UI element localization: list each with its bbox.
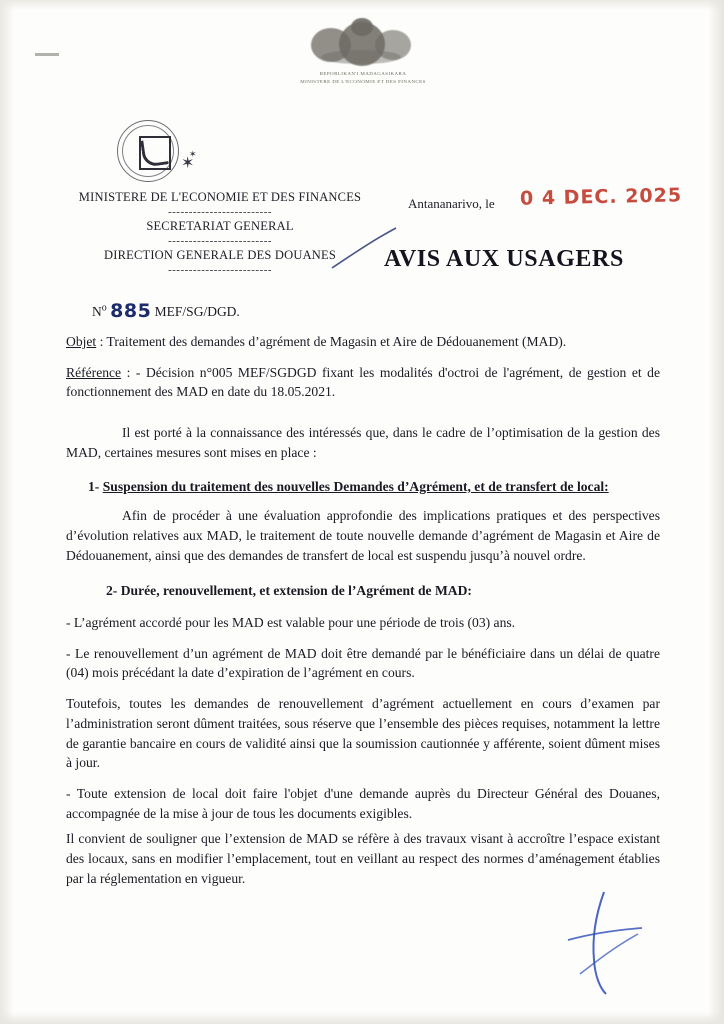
- intro-paragraph: Il est porté à la connaissance des intéressés que, dans le cadre de l’optimisation de la gestion des MAD, certaines mesures sont mises en place :: [66, 425, 660, 460]
- reference-number-line: [92, 300, 240, 322]
- section-2-paragraph-1: - L’agrément accordé pour les MAD est valable pour une période de trois (03) ans.: [66, 615, 516, 631]
- logo-star-small-icon: ✶: [189, 149, 197, 159]
- staple-mark: [35, 53, 59, 56]
- section-1-title: Suspension du traitement des nouvelles Demandes d’Agrément, et de transfert de local:: [102, 478, 609, 494]
- document-body: [66, 332, 660, 899]
- section-1-paragraph-1: Afin de procéder à une évaluation approfondie des implications pratiques et des perspectives d’évolution relatives aux MAD, le traitement de toute nouvelle demande d’agrément de Magasin et Aire de Dédouanement, ainsi que des demandes de transfert de local est suspendu jusqu’à nouvel ordre.: [66, 508, 660, 563]
- section-2-paragraph-3: Toutefois, toutes les demandes de renouvellement d’agrément actuellement en cours d’examen par l’administration seront dûment traitées, sous réserve que l’ensemble des pièces requises, notamment la lettre de garantie bancaire en cours de validité ainsi que la soumission cautionnée y afférente, soient dûment mises à jour.: [66, 696, 660, 771]
- letterhead-block: [60, 190, 380, 277]
- date-stamp: 0 4 DEC. 2025: [519, 184, 683, 210]
- letterhead-secretariat: SECRETARIAT GENERAL: [146, 219, 294, 233]
- reference-sup: o: [101, 302, 107, 314]
- emblem-line-2: MINISTERE DE L'ECONOMIE ET DES FINANCES: [300, 80, 426, 85]
- section-2-title: Durée, renouvellement, et extension de l’Agrément de MAD:: [120, 583, 472, 599]
- section-1-number: 1-: [88, 478, 100, 494]
- section-2-paragraph-4: - Toute extension de local doit faire l'objet d'une demande auprès du Directeur Général des Douanes, accompagnée de la mise à jour de tous les documents exigibles.: [66, 785, 660, 821]
- reference-label: Référence: [66, 364, 122, 380]
- section-1-heading: [66, 477, 660, 497]
- object-text: : Traitement des demandes d’agrément de Magasin et Aire de Dédouanement (MAD).: [96, 334, 567, 349]
- letterhead-separator-3: -------------------------: [167, 264, 273, 276]
- scan-edge-bottom: [0, 1012, 724, 1024]
- scan-edge-right: [708, 0, 724, 1024]
- letterhead-direction: DIRECTION GENERALE DES DOUANES: [103, 248, 337, 262]
- emblem-line-1: REPOBLIKAN'I MADAGASIKARA: [319, 72, 407, 77]
- signature-mark: [546, 888, 666, 998]
- section-2-paragraph-2: - Le renouvellement d’un agrément de MAD doit être demandé par le bénéficiaire dans un délai de quatre (04) mois précédant la date d’expiration de l’agrément en cours.: [66, 645, 660, 681]
- object-paragraph: [66, 332, 660, 352]
- scan-edge-left: [0, 0, 14, 1024]
- seal-icon: [305, 18, 421, 70]
- dateline-label: Antananarivo, le: [408, 196, 495, 211]
- national-emblem: [278, 18, 448, 85]
- page-title: AVIS AUX USAGERS: [384, 246, 624, 272]
- reference-number-handwritten: 885: [110, 300, 152, 322]
- customs-logo-icon: [113, 120, 213, 182]
- scan-edge-top: [0, 0, 724, 10]
- reference-paragraph: [66, 363, 660, 402]
- section-2-heading: [66, 581, 660, 601]
- section-2-paragraph-5: Il convient de souligner que l’extension de MAD se réfère à des travaux visant à accroître l’espace existant des locaux, sans en modifier l’emplacement, tout en veillant au respect des normes d’aménagement établies par la réglementation en vigueur.: [66, 831, 660, 886]
- letterhead-separator-2: -------------------------: [167, 235, 273, 247]
- reference-prefix: N: [92, 304, 102, 319]
- logo-star-icon: ✶: [181, 155, 195, 172]
- letterhead-separator-1: -------------------------: [167, 206, 273, 218]
- section-2-number: 2-: [106, 583, 118, 599]
- reference-text: : - Décision n°005 MEF/SGDGD fixant les modalités d'octroi de l'agrément, de gestion et de fonctionnement des MAD en date du 18.05.2021.: [66, 364, 660, 400]
- object-label: Objet: [66, 334, 97, 349]
- letterhead-ministry: MINISTERE DE L'ECONOMIE ET DES FINANCES: [78, 190, 362, 204]
- spacer: [66, 413, 660, 423]
- reference-suffix: MEF/SG/DGD.: [154, 304, 240, 319]
